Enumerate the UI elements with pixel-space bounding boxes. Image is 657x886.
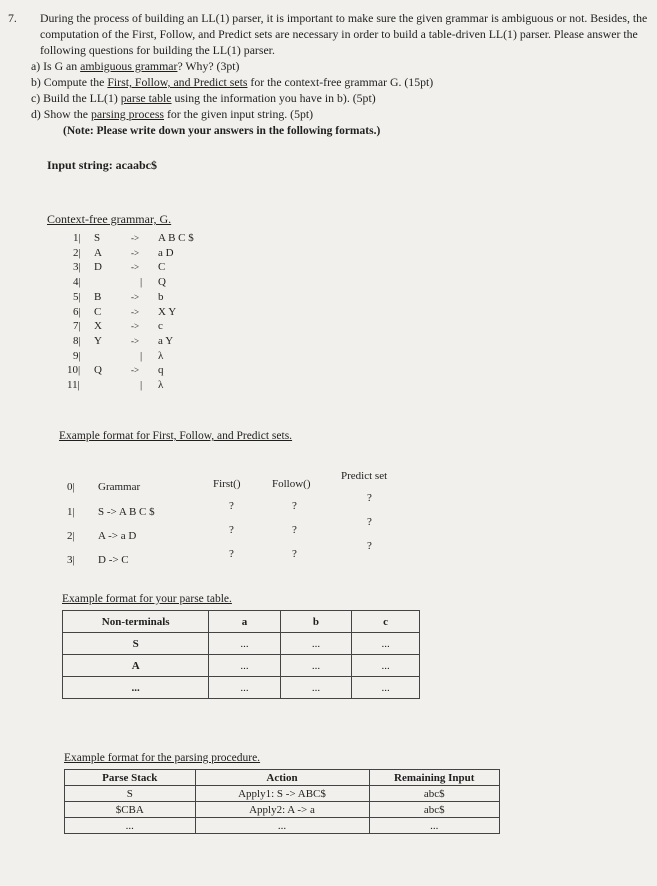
grammar-rule-rhs: λ (158, 379, 164, 391)
parse-table-header-cell: Non-terminals (63, 611, 209, 633)
parse-table-row (63, 677, 420, 699)
parse-table-cell: ... (209, 677, 280, 699)
parsing-title: Example format for the parsing procedure. (64, 752, 261, 764)
sets-header-number: 0| (67, 481, 75, 493)
grammar-rule-rhs: a D (158, 246, 174, 259)
part-c-link: parse table (120, 91, 172, 105)
parse-table-cell: ... (63, 677, 209, 699)
parse-table-header-cell: a (209, 611, 280, 633)
grammar-rule-rhs: A B C $ (158, 232, 194, 244)
parse-table-cell: ... (352, 655, 420, 677)
grammar-rule-rhs: λ (158, 349, 164, 362)
grammar-rule-arrow: | (140, 276, 143, 289)
grammar-rule-rhs: X Y (158, 305, 177, 318)
grammar-rule-arrow: -> (131, 233, 140, 243)
sets-row-predict: ? (367, 516, 372, 528)
parse-table-header-row (63, 611, 420, 633)
parse-table-cell: ... (280, 655, 351, 677)
sets-row-follow: ? (292, 500, 297, 512)
parsing-table (64, 769, 500, 834)
part-b: b) Compute the First, Follow, and Predict sets for the context-free grammar G. (15pt) (31, 75, 434, 89)
sets-row-first: ? (229, 500, 234, 512)
parsing-cell: abc$ (369, 802, 500, 818)
sets-row-first: ? (229, 548, 234, 560)
grammar-rule-arrow: | (140, 349, 143, 362)
sets-row-number: 1| (67, 506, 75, 518)
grammar-rule-number: 5| (73, 290, 81, 303)
sets-header-predict: Predict set (341, 470, 388, 482)
parsing-header-cell: Action (195, 770, 369, 786)
parsing-cell: Apply1: S -> ABC$ (195, 786, 369, 802)
sets-row-number: 2| (67, 530, 75, 542)
parsing-cell: Apply2: A -> a (195, 802, 369, 818)
part-d-link: parsing process (90, 107, 165, 121)
parse-table-cell: S (63, 633, 209, 655)
question-intro (8, 10, 648, 58)
grammar-rule-number: 10| (67, 364, 81, 377)
grammar-rule-lhs: A (94, 246, 102, 259)
part-b-link: First, Follow, and Predict sets (107, 75, 248, 89)
sets-row-grammar: A -> a D (98, 530, 137, 542)
grammar-rule-lhs: X (94, 320, 102, 333)
sets-row-predict: ? (367, 492, 372, 504)
parsing-header-cell: Parse Stack (65, 770, 196, 786)
grammar-rule-lhs: B (94, 290, 102, 303)
part-d: d) Show the parsing process for the given input string. (5pt) (31, 107, 314, 121)
sets-row-number: 3| (67, 554, 75, 566)
parsing-row (65, 818, 500, 834)
parse-table-cell: ... (280, 677, 351, 699)
grammar-rule-lhs: C (94, 305, 102, 318)
grammar-rule-rhs: b (158, 290, 164, 303)
parse-table-title: Example format for your parse table. (62, 593, 232, 605)
parse-table-cell: ... (209, 655, 280, 677)
parsing-cell: $CBA (65, 802, 196, 818)
grammar-rule-lhs: Q (94, 364, 102, 377)
input-string: Input string: acaabc$ (47, 158, 158, 172)
grammar-rule-number: 8| (73, 334, 81, 347)
sets-row-follow: ? (292, 524, 297, 536)
grammar-rule-lhs: D (94, 261, 102, 274)
parsing-cell: S (65, 786, 196, 802)
grammar-rule-rhs: Q (158, 276, 166, 289)
sets-header-grammar: Grammar (98, 481, 141, 493)
parsing-cell: ... (65, 818, 196, 834)
parsing-cell: ... (369, 818, 500, 834)
grammar-rule-number: 1| (73, 232, 81, 244)
grammar-rule-number: 7| (73, 320, 81, 333)
grammar-rule-rhs: c (158, 320, 163, 333)
grammar-rule-arrow: -> (131, 291, 140, 302)
parse-table-cell: ... (352, 633, 420, 655)
sets-row-follow: ? (292, 548, 297, 560)
grammar-rule-number: 4| (73, 276, 81, 289)
parse-table (62, 610, 420, 699)
grammar-rule-arrow: -> (131, 262, 140, 273)
grammar-rule-lhs: Y (94, 334, 102, 347)
sets-row-grammar: S -> A B C $ (98, 506, 155, 518)
parse-table-header-cell: b (280, 611, 351, 633)
parsing-cell: ... (195, 818, 369, 834)
grammar-rule-number: 3| (73, 261, 81, 274)
grammar-rule-rhs: a Y (158, 334, 174, 347)
parsing-row (65, 786, 500, 802)
grammar-rule-arrow: | (140, 379, 143, 391)
grammar-rule-arrow: -> (131, 321, 140, 332)
parsing-cell: abc$ (369, 786, 500, 802)
sets-row-predict: ? (367, 540, 372, 552)
part-a-link: ambiguous grammar (80, 59, 178, 73)
parsing-row (65, 802, 500, 818)
note: (Note: Please write down your answers in the following formats.) (63, 125, 381, 137)
question-number: 7. (8, 11, 17, 25)
parse-table-row (63, 633, 420, 655)
sets-header-first: First() (213, 478, 241, 490)
part-c: c) Build the LL(1) parse table using the information you have in b). (5pt) (31, 91, 376, 105)
part-a: a) Is G an ambiguous grammar? Why? (3pt) (31, 59, 240, 73)
parse-table-row (63, 655, 420, 677)
grammar-rule-arrow: -> (131, 306, 140, 317)
parsing-header-cell: Remaining Input (369, 770, 500, 786)
grammar-rule-arrow: -> (131, 365, 140, 376)
parse-table-cell: A (63, 655, 209, 677)
question-text: During the process of building an LL(1) parser, it is important to make sure the given grammar is ambiguous or not. Besides, the computation of the First, Follow, and Predict sets are necessary in order to build a table-driven LL(1) parser. Please answer the following questions for building the LL(1) parser. (40, 11, 648, 57)
parse-table-cell: ... (352, 677, 420, 699)
parse-table-cell: ... (280, 633, 351, 655)
grammar-rule-number: 9| (73, 349, 81, 362)
grammar-rule-arrow: -> (131, 247, 140, 258)
grammar-title: Context-free grammar, G. (47, 212, 172, 226)
grammar-rule-rhs: q (158, 364, 164, 377)
parsing-header-row (65, 770, 500, 786)
sets-title: Example format for First, Follow, and Predict sets. (59, 430, 293, 442)
parse-table-cell: ... (209, 633, 280, 655)
grammar-rule-number: 2| (73, 246, 81, 259)
sets-row-grammar: D -> C (98, 554, 129, 566)
grammar-rule-number: 6| (73, 305, 81, 318)
grammar-rule-arrow: -> (131, 335, 140, 346)
sets-row-first: ? (229, 524, 234, 536)
grammar-rule-lhs: S (94, 232, 101, 244)
grammar-rule-rhs: C (158, 261, 166, 274)
grammar-rule-number: 11| (67, 379, 80, 391)
parse-table-header-cell: c (352, 611, 420, 633)
sets-header-follow: Follow() (272, 478, 311, 490)
